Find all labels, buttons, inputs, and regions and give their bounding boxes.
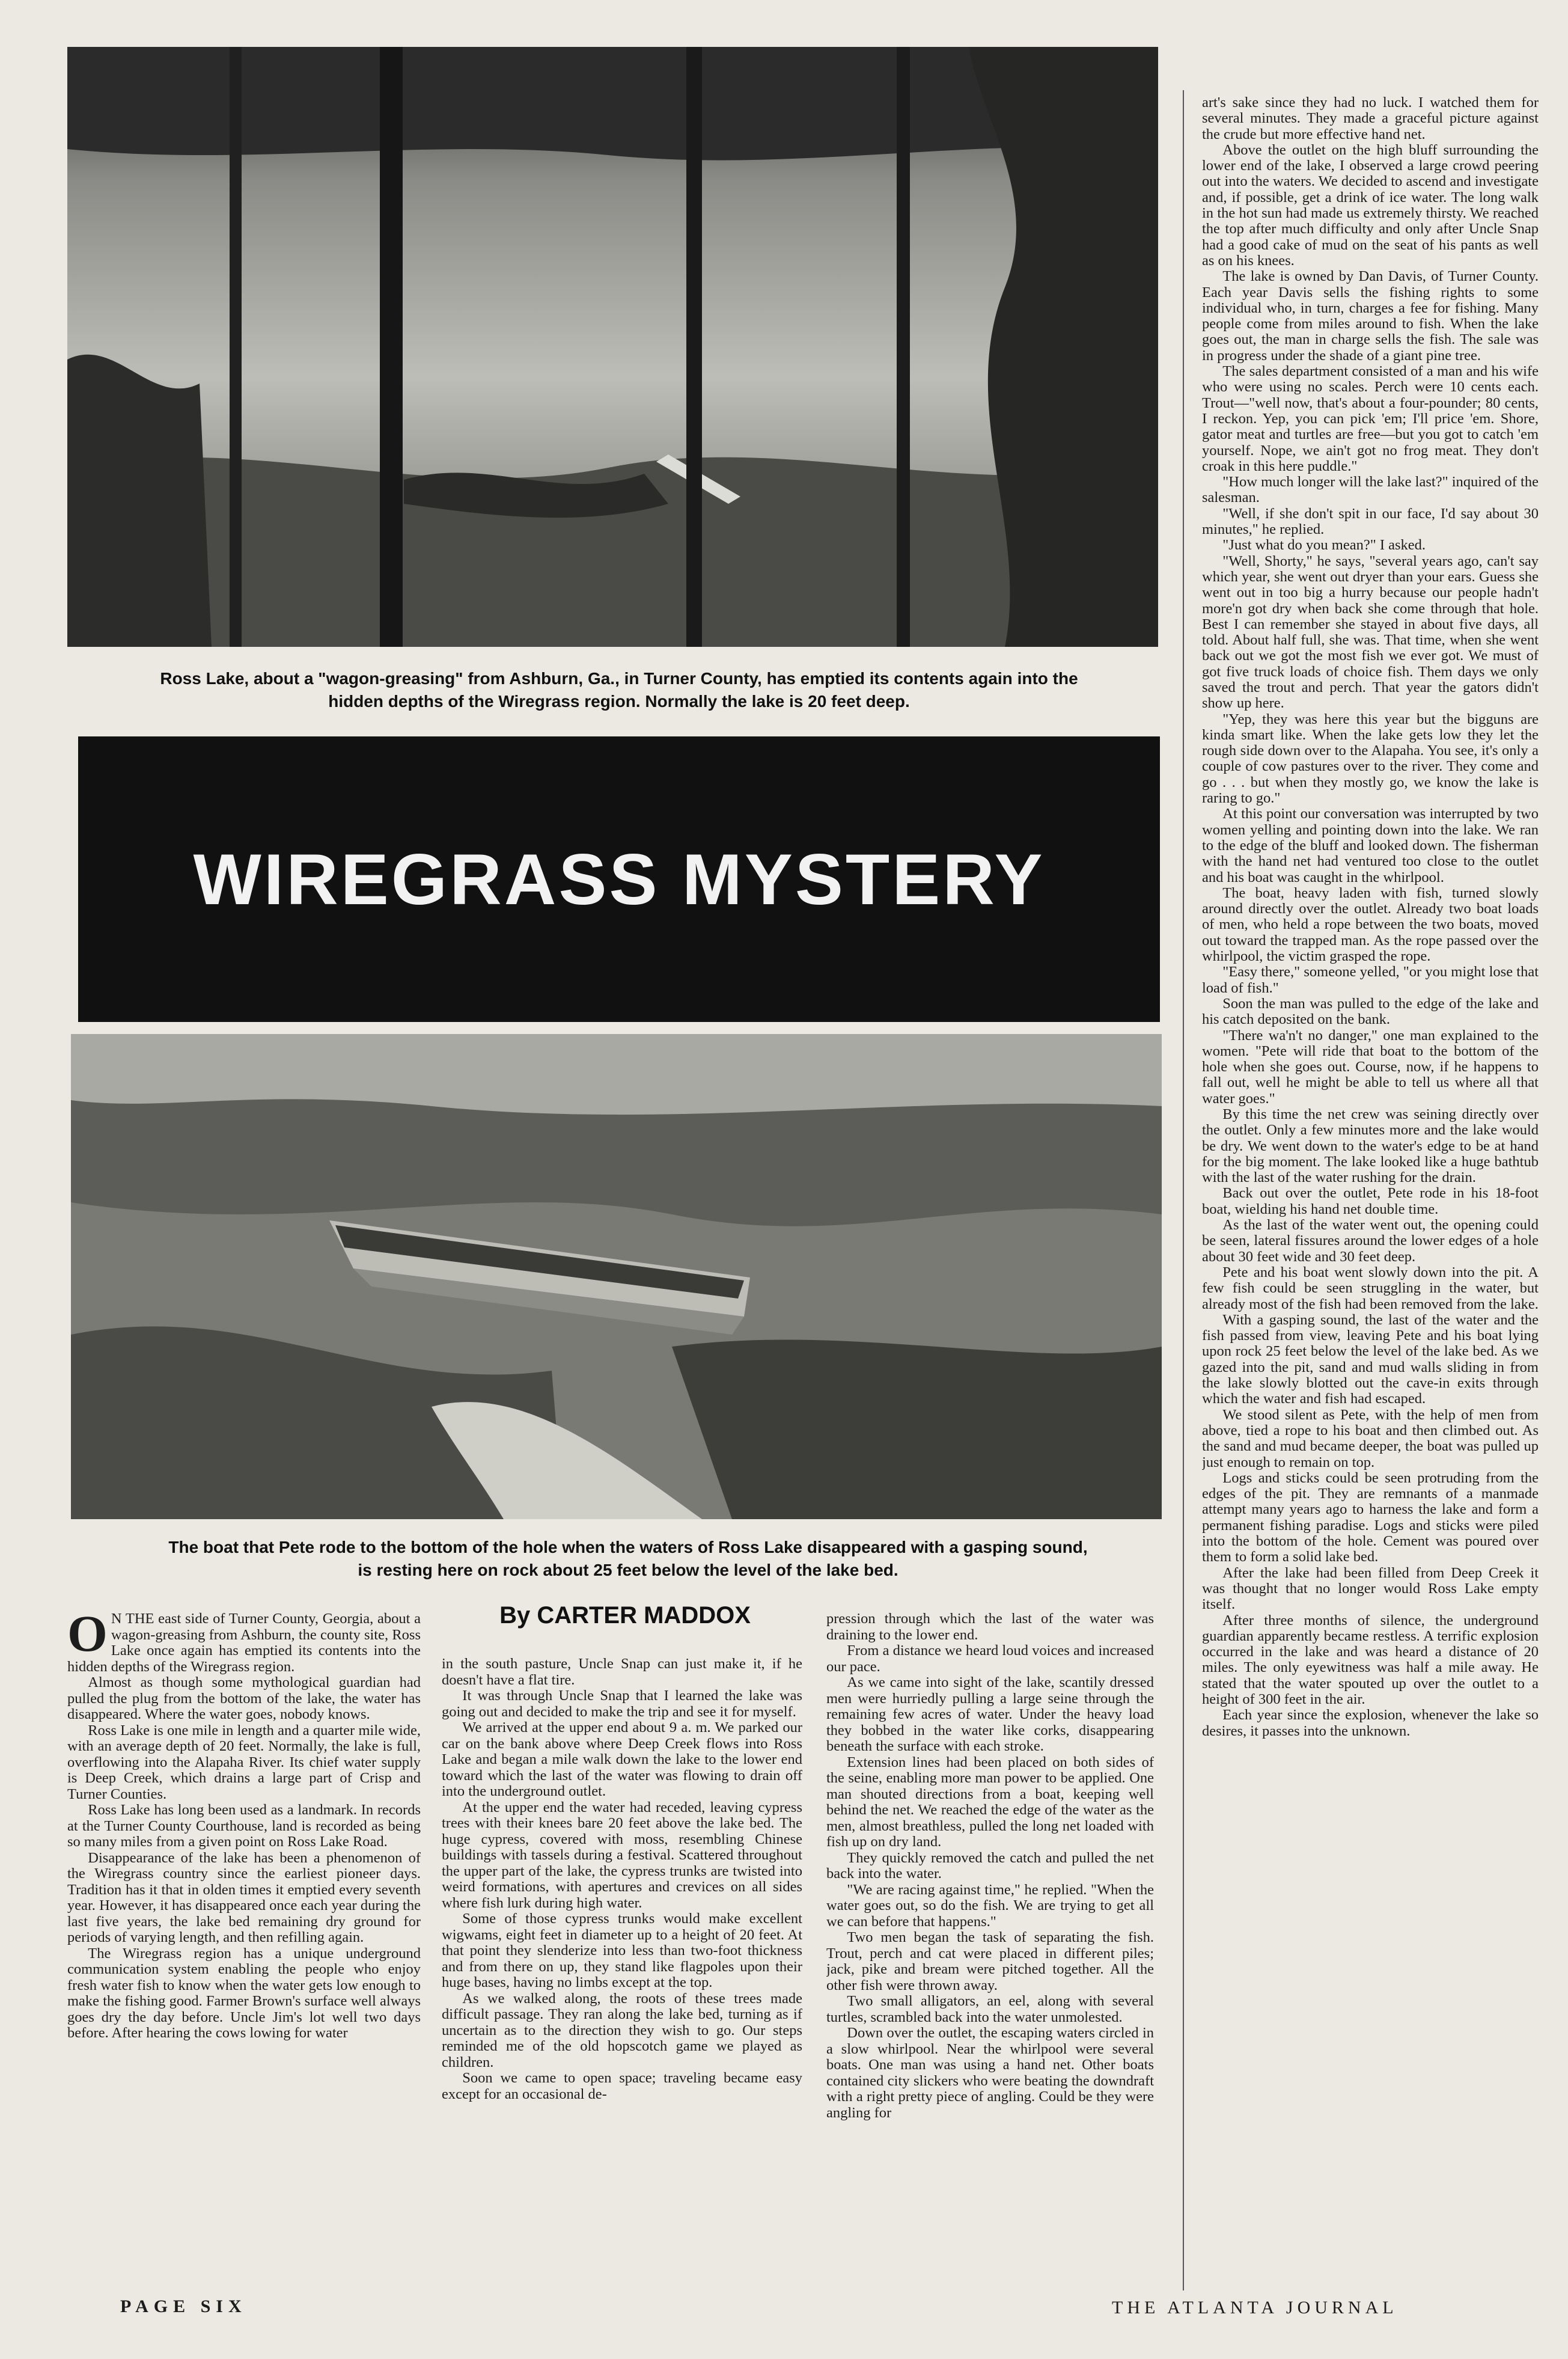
sidebar-paragraph-19: With a gasping sound, the last of the water and the fish passed from view, leaving Pete and his boat lying upon rock 25 feet below the level of the lake bed. As we gazed into the pit, sand and mud walls sliding in from the lake slowly blotted out the cave-in exits through which the water and fish had escaped. bbox=[1202, 1311, 1539, 1407]
lake-trees-image bbox=[67, 47, 1158, 647]
sidebar-paragraph-21: Logs and sticks could be seen protruding from the edges of the pit. They are remnants of a manmade attempt many years ago to harness the lake and form a permanent fishing paradise. Logs and sticks were piled into the bottom of the hole. Cement was poured over them to form a solid lake bed. bbox=[1202, 1469, 1539, 1565]
column-1-paragraph-3: Ross Lake is one mile in length and a quarter mile wide, with an average depth of 20 feet. Normally, the lake is full, overflowing into the Alapaha River. Its chief water supply is Deep Creek, which drains a large part of Crisp and Turner Counties. bbox=[67, 1722, 421, 1802]
column-3-paragraph-5: They quickly removed the catch and pulled the net back into the water. bbox=[826, 1849, 1154, 1882]
boat-in-pit-image bbox=[71, 1034, 1162, 1519]
sidebar-paragraph-12: "Easy there," someone yelled, "or you might lose that load of fish." bbox=[1202, 964, 1539, 996]
column-1-paragraph-1: O N THE east side of Turner County, Georgia, about a wagon-greasing from Ashburn, the county site, Ross Lake once again has emptied its contents into the hidden depths of the Wiregrass region. bbox=[67, 1611, 421, 1675]
column-2-paragraph-5: Some of those cypress trunks would make excellent wigwams, eight feet in diameter up to a height of 20 feet. At that point they slenderize into less than two-foot thickness and from there on up, they stand like flagpoles upon their huge bases, having no limbs except at the top. bbox=[442, 1911, 802, 1990]
article-column-1 bbox=[67, 1611, 421, 2290]
sidebar-paragraph-16: Back out over the outlet, Pete rode in his 18-foot boat, wielding his hand net double time. bbox=[1202, 1185, 1539, 1217]
column-3-paragraph-2: From a distance we heard loud voices and increased our pace. bbox=[826, 1642, 1154, 1675]
sidebar-paragraph-6: "Well, if she don't spit in our face, I'd say about 30 minutes," he replied. bbox=[1202, 505, 1539, 538]
page-number: PAGE SIX bbox=[120, 2296, 247, 2316]
column-1-paragraph-4: Ross Lake has long been used as a landmark. In records at the Turner County Courthouse, land is recorded as being so many miles from a given point on Ross Lake Road. bbox=[67, 1802, 421, 1850]
column-2-paragraph-7: Soon we came to open space; traveling became easy except for an occasional de- bbox=[442, 2070, 802, 2102]
middle-photo bbox=[71, 1034, 1162, 1519]
column-2-paragraph-6: As we walked along, the roots of these trees made difficult passage. They ran along the lake bed, turning as if uncertain as to the direction they wish to go. Our steps reminded me of the old hopscotch game we played as children. bbox=[442, 1990, 802, 2070]
column-rule bbox=[1183, 90, 1184, 2290]
sidebar-paragraph-7: "Just what do you mean?" I asked. bbox=[1222, 537, 1426, 554]
drop-cap: O bbox=[67, 1611, 108, 1662]
middle-photo-caption: The boat that Pete rode to the bottom of the hole when the waters of Ross Lake disappeared with a gasping sound, is resting here on rock about 25 feet below the level of the lake bed. bbox=[168, 1538, 1088, 1579]
sidebar-paragraph-5: "How much longer will the lake last?" inquired of the salesman. bbox=[1202, 474, 1539, 506]
column-1-paragraph-2: Almost as though some mythological guardian had pulled the plug from the bottom of the lake, the water has disappeared. Where the water goes, nobody knows. bbox=[67, 1674, 421, 1722]
sidebar-paragraph-4: The sales department consisted of a man and his wife who were using no scales. Perch were 10 cents each. Trout—"well now, that's about a four-pounder; 80 cents, I reckon. Yep, you can pick 'em; I'll price 'em. Shore, gator meat and turtles are free—but you got to catch 'em yourself. Nope, we ain't got no frog meat. They don't croak in this here puddle." bbox=[1202, 363, 1539, 474]
sidebar-paragraph-18: Pete and his boat went slowly down into the pit. A few fish could be seen struggling in the water, but already most of the fish had been removed from the lake. bbox=[1202, 1264, 1539, 1312]
column-3-paragraph-9: Down over the outlet, the escaping waters circled in a slow whirlpool. Near the whirlpool were several boats. One man was using a hand net. Other boats contained city slickers who were beating the downdraft with a right pretty piece of angling. Could be they were angling for bbox=[826, 2025, 1154, 2121]
column-3-paragraph-1: pression through which the last of the water was draining to the lower end. bbox=[826, 1611, 1154, 1643]
sidebar-paragraph-15: By this time the net crew was seining directly over the outlet. Only a few minutes more and the lake would be dry. We went down to the water's edge to be at hand for the big moment. The lake looked like a huge bathtub with the last of the water rushing for the drain. bbox=[1202, 1106, 1539, 1186]
sidebar-paragraph-17: As the last of the water went out, the opening could be seen, lateral fissures around the lower edges of a hole about 30 feet wide and 30 feet deep. bbox=[1202, 1217, 1539, 1265]
sidebar-paragraph-14: "There wa'n't no danger," one man explained to the women. "Pete will ride that boat to the bottom of the hole when she goes out. Course, now, if he happens to fall out, well he might be able to tell us where all that water goes." bbox=[1202, 1027, 1539, 1107]
sidebar-paragraph-22: After the lake had been filled from Deep Creek it was thought that no longer would Ross Lake empty itself. bbox=[1202, 1564, 1539, 1613]
top-photo bbox=[67, 47, 1158, 647]
column-3-paragraph-4: Extension lines had been placed on both sides of the seine, enabling more man power to be applied. One man shouted directions from a boat, keeping well behind the net. We reached the edge of the water as the men, almost breathless, pulled the long net loaded with fish up on dry land. bbox=[826, 1754, 1154, 1850]
article-column-2 bbox=[442, 1656, 802, 2290]
headline: WIREGRASS MYSTERY bbox=[193, 839, 1045, 920]
column-1-paragraph-5: Disappearance of the lake has been a phenomenon of the Wiregrass country since the earliest pioneer days. Tradition has it that in olden times it emptied every seventh year. However, it has disappeared once each year during the last five years, the lake bed remaining dry ground for periods of varying length, and then refilling again. bbox=[67, 1849, 421, 1945]
column-3-paragraph-3: As we came into sight of the lake, scantily dressed men were hurriedly pulling a large seine through the remaining few acres of water. Under the heavy load they bobbed in the water like corks, disappearing beneath the surface with each stroke. bbox=[826, 1674, 1154, 1754]
column-3-paragraph-6: "We are racing against time," he replied. "When the water goes out, so do the fish. We are trying to get all we can before that happens." bbox=[826, 1881, 1154, 1930]
byline: By CARTER MADDOX bbox=[499, 1602, 751, 1629]
sidebar-paragraph-3: The lake is owned by Dan Davis, of Turner County. Each year Davis sells the fishing rights to some individual who, in turn, charges a fee for fishing. Many people come from miles around to fish. When the lake goes out, the man in charge sells the fish. The sale was in progress under the shade of a giant pine tree. bbox=[1202, 268, 1539, 364]
sidebar-paragraph-9: "Yep, they was here this year but the bigguns are kinda smart like. When the lake gets low they let the rough side down over to the Alapaha. You see, it's only a couple of cow pastures over to the river. They come and go . . . but when they mostly go, we know the lake is raring to go." bbox=[1202, 711, 1539, 807]
column-1-paragraph-6: The Wiregrass region has a unique underground communication system enabling the people who enjoy fresh water fish to know when the water gets low enough to make the fishing good. Farmer Brown's surface well always goes dry the day before. Uncle Jim's lot well two days before. After hearing the cows lowing for water bbox=[67, 1945, 421, 2041]
column-2-paragraph-3: We arrived at the upper end about 9 a. m. We parked our car on the bank above where Deep Creek flows into Ross Lake and began a mile walk down the lake to the lower end toward which the last of the water was flowing to drain off into the underground outlet. bbox=[442, 1719, 802, 1799]
publication-name: THE ATLANTA JOURNAL bbox=[1112, 2298, 1398, 2318]
headline-banner bbox=[78, 736, 1160, 1022]
column-2-paragraph-2: It was through Uncle Snap that I learned the lake was going out and decided to make the trip and see it for myself. bbox=[442, 1687, 802, 1720]
column-3-paragraph-8: Two small alligators, an eel, along with several turtles, scrambled back into the water unmolested. bbox=[826, 1993, 1154, 2025]
article-column-3 bbox=[826, 1611, 1154, 2290]
article-sidebar-column bbox=[1202, 95, 1539, 2280]
sidebar-paragraph-1: art's sake since they had no luck. I watched them for several minutes. They made a graceful picture against the crude but more effective hand net. bbox=[1202, 95, 1539, 142]
column-3-paragraph-7: Two men began the task of separating the fish. Trout, perch and cat were placed in different piles; jack, pike and bream were pitched together. All the other fish were thrown away. bbox=[826, 1929, 1154, 1993]
column-2-paragraph-4: At the upper end the water had receded, leaving cypress trees with their knees bare 20 feet above the lake bed. The huge cypress, covered with moss, resembling Chinese buildings with tassels during a festival. Scattered throughout the upper part of the lake, the cypress trunks are twisted into weird formations, with apertures and crevices on all sides where fish lurk during high water. bbox=[442, 1799, 802, 1911]
sidebar-paragraph-11: The boat, heavy laden with fish, turned slowly around directly over the outlet. Already two boat loads of men, who held a rope between the two boats, moved out toward the trapped man. As the rope passed over the whirlpool, the victim grasped the rope. bbox=[1202, 884, 1539, 965]
sidebar-paragraph-2: Above the outlet on the high bluff surrounding the lower end of the lake, I observed a large crowd peering out into the waters. We decided to ascend and investigate and, if possible, get a drink of ice water. The long walk in the hot sun had made us extremely thirsty. We reached the top after much difficulty and only after Uncle Snap had a good cake of mud on the seat of his pants as well as on his knees. bbox=[1202, 141, 1539, 269]
top-photo-caption: Ross Lake, about a "wagon-greasing" from Ashburn, Ga., in Turner County, has emptied its contents again into the hidden depths of the Wiregrass region. Normally the lake is 20 feet deep. bbox=[160, 669, 1078, 711]
sidebar-paragraph-8: "Well, Shorty," he says, "several years ago, can't say which year, she went out dryer than your ears. Guess she went out in too big a hurry because our people hadn't more'n got dry when back she come through that hole. Best I can remember she stayed in about five days, all told. About half full, she was. That time, when she went back out we got the most fish we ever got. We must of got five truck loads of choice fish. Them days we only saved the trout and perch. That year the gators didn't show up here. bbox=[1202, 552, 1539, 712]
sidebar-paragraph-10: At this point our conversation was interrupted by two women yelling and pointing down into the lake. We ran to the edge of the bluff and looked down. The fisherman with the hand net had ventured too close to the outlet and his boat was caught in the whirlpool. bbox=[1202, 806, 1539, 886]
sidebar-paragraph-20: We stood silent as Pete, with the help of men from above, tied a rope to his boat and then climbed out. As the sand and mud became deeper, the boat was pulled up just enough to remain on top. bbox=[1202, 1406, 1539, 1470]
sidebar-paragraph-23: After three months of silence, the underground guardian apparently became restless. A terrific explosion occurred in the lake and was heard a distance of 20 miles. The only eyewitness was half a mile away. He stated that the water spouted up over the outlet to a height of 300 feet in the air. bbox=[1202, 1612, 1539, 1707]
sidebar-paragraph-24: Each year since the explosion, whenever the lake so desires, it passes into the unknown. bbox=[1202, 1707, 1539, 1739]
sidebar-paragraph-13: Soon the man was pulled to the edge of the lake and his catch deposited on the bank. bbox=[1202, 995, 1539, 1028]
column-2-paragraph-1: in the south pasture, Uncle Snap can just make it, if he doesn't have a flat tire. bbox=[442, 1656, 802, 1688]
